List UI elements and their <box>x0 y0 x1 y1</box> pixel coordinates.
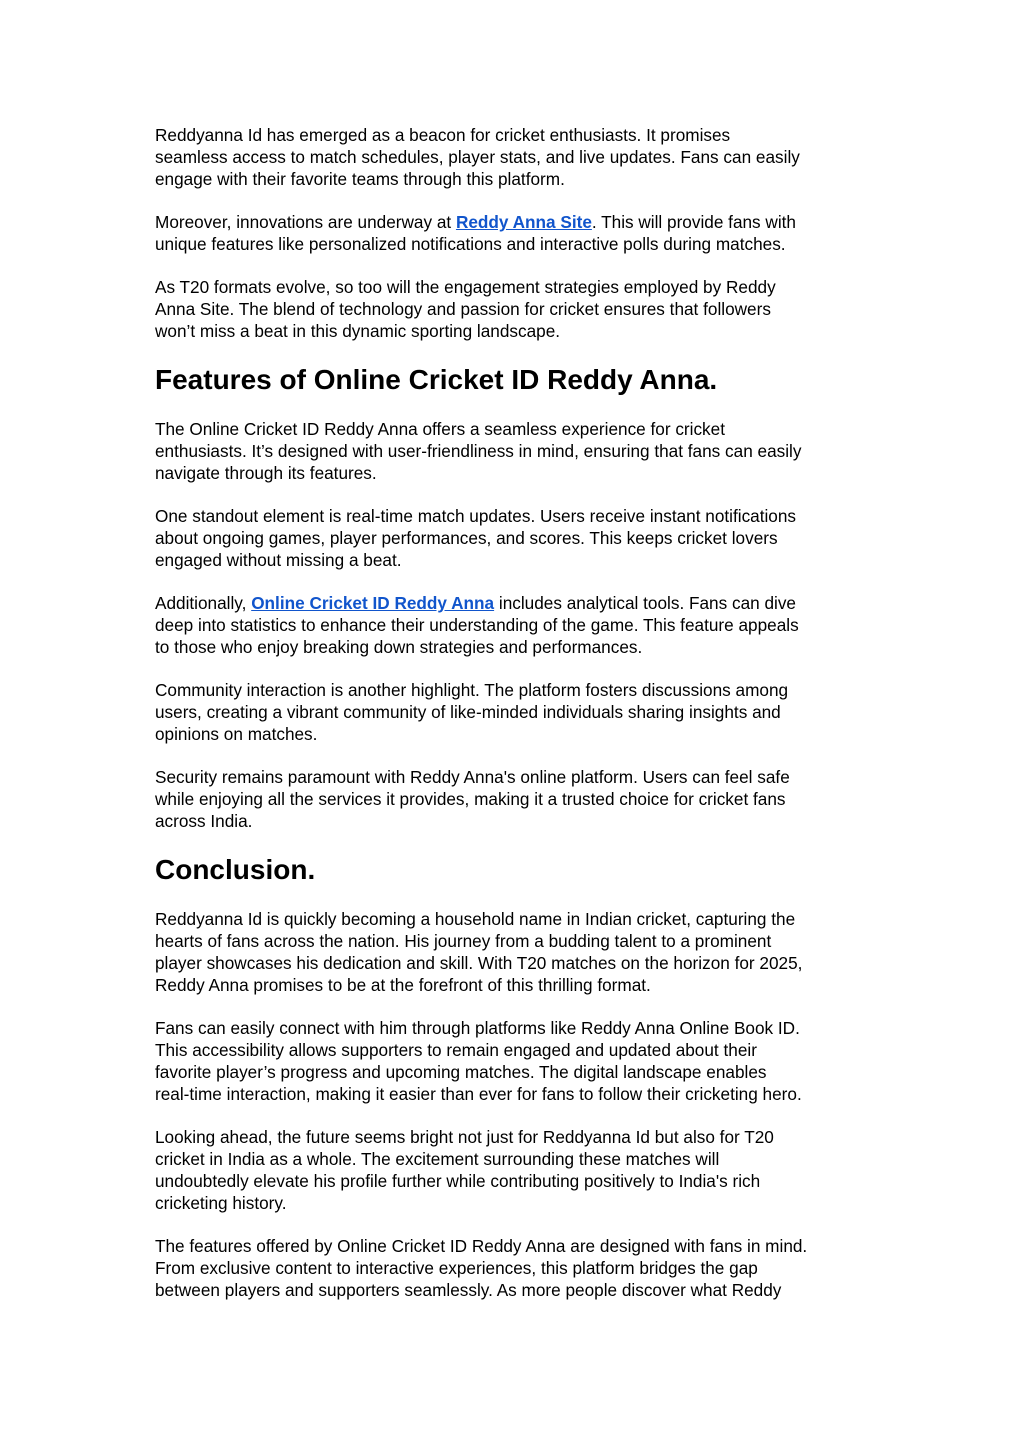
online-cricket-id-link[interactable]: Online Cricket ID Reddy Anna <box>251 593 495 613</box>
features-heading: Features of Online Cricket ID Reddy Anna. <box>155 364 718 395</box>
reddy-anna-site-link[interactable]: Reddy Anna Site <box>455 212 592 232</box>
features-paragraph-3-lead: Additionally, <box>155 593 252 613</box>
conclusion-paragraph-2: Fans can easily connect with him through platforms like Reddy Anna Online Book ID. This accessibility allows supporters to remain engaged and updated about their favorite player’s progress and upcoming matches. The digital landscape enables real-time interaction, making it easier than ever for fans to follow their cricketing hero. <box>155 1018 802 1104</box>
conclusion-paragraph-4: The features offered by Online Cricket ID Reddy Anna are designed with fans in mind. From exclusive content to interactive experiences, this platform bridges the gap between players and supporters seamlessly. As more people discover what Reddy <box>155 1236 808 1300</box>
features-paragraph-1: The Online Cricket ID Reddy Anna offers a seamless experience for cricket enthusiasts. It’s designed with user-friendliness in mind, ensuring that fans can easily navigate through its features. <box>155 419 802 483</box>
conclusion-paragraph-1: Reddyanna Id is quickly becoming a household name in Indian cricket, capturing the hearts of fans across the nation. His journey from a budding talent to a prominent player showcases his dedication and skill. With T20 matches on the horizon for 2025, Reddy Anna promises to be at the forefront of this thrilling format. <box>155 909 803 995</box>
document-page <box>155 124 885 1322</box>
intro-paragraph-3: As T20 formats evolve, so too will the engagement strategies employed by Reddy Anna Site. The blend of technology and passion for cricket ensures that followers won’t miss a beat in this dynamic sporting landscape. <box>155 277 776 341</box>
conclusion-heading: Conclusion. <box>155 854 316 885</box>
features-paragraph-5: Security remains paramount with Reddy Anna's online platform. Users can feel safe while enjoying all the services it provides, making it a trusted choice for cricket fans across India. <box>155 767 790 831</box>
conclusion-paragraph-3: Looking ahead, the future seems bright not just for Reddyanna Id but also for T20 cricket in India as a whole. The excitement surrounding these matches will undoubtedly elevate his profile further while contributing positively to India's rich cricketing history. <box>155 1127 774 1213</box>
intro-paragraph-2 <box>155 211 885 255</box>
intro-paragraph-2-lead: Moreover, innovations are underway at <box>155 212 456 232</box>
intro-paragraph-1: Reddyanna Id has emerged as a beacon for cricket enthusiasts. It promises seamless access to match schedules, player stats, and live updates. Fans can easily engage with their favorite teams through this platform. <box>155 125 800 189</box>
features-paragraph-2: One standout element is real-time match updates. Users receive instant notifications about ongoing games, player performances, and scores. This keeps cricket lovers engaged without missing a beat. <box>155 506 797 570</box>
intro-paragraph-2-tail: . This will provide fans with unique features like personalized notifications and interactive polls during matches. <box>155 212 796 254</box>
features-paragraph-4: Community interaction is another highlight. The platform fosters discussions among users, creating a vibrant community of like-minded individuals sharing insights and opinions on matches. <box>155 680 789 744</box>
features-paragraph-3 <box>155 592 885 658</box>
features-paragraph-3-tail: includes analytical tools. Fans can dive deep into statistics to enhance their understanding of the game. This feature appeals to those who enjoy breaking down strategies and performances. <box>155 593 799 657</box>
